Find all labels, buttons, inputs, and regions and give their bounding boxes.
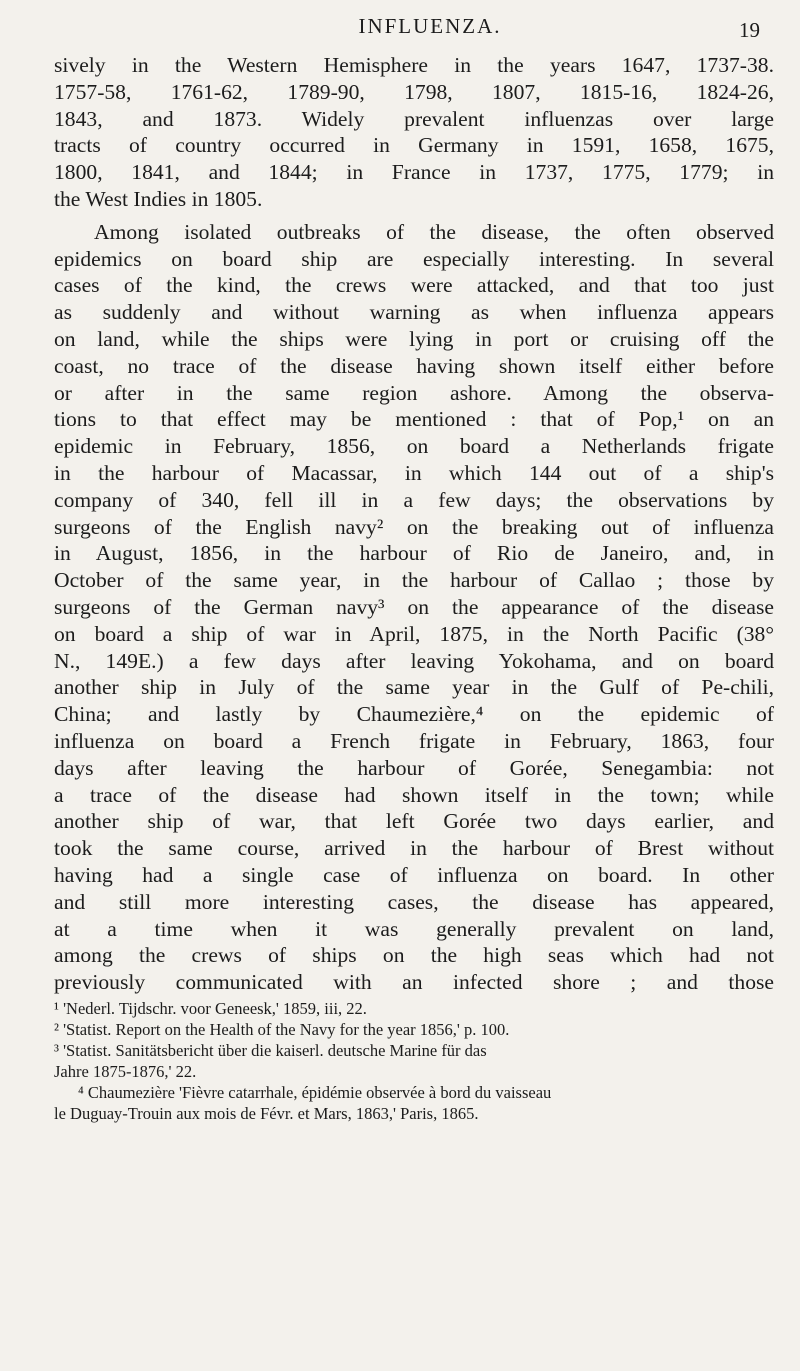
text-line: as suddenly and without warning as when influenza appears (54, 300, 774, 325)
text-line: on board a ship of war in April, 1875, in the North Pacific (38° (54, 621, 774, 646)
page-header (100, 14, 760, 44)
footnote-4-continued: le Duguay-Trouin aux mois de Févr. et Mars, 1863,' Paris, 1865. (54, 1103, 479, 1123)
text-line: on land, while the ships were lying in port or cruising off the (54, 326, 774, 351)
text-line: or after in the same region ashore. Among the observa- (54, 380, 774, 405)
text-line: the West Indies in 1805. (54, 186, 263, 211)
text-line: in the harbour of Macassar, in which 144 out of a ship's (54, 460, 774, 485)
text-line: 1757-58, 1761-62, 1789-90, 1798, 1807, 1815-16, 1824-26, (54, 79, 774, 104)
text-line: 1843, and 1873. Widely prevalent influenzas over large (54, 106, 774, 131)
text-line: tracts of country occurred in Germany in 1591, 1658, 1675, (54, 133, 774, 158)
text-line: tions to that effect may be mentioned : that of Pop,¹ on an (54, 407, 774, 432)
footnote-1: ¹ 'Nederl. Tijdschr. voor Geneesk,' 1859, iii, 22. (54, 998, 367, 1018)
page-number: 19 (739, 18, 760, 42)
text-line: Among isolated outbreaks of the disease, the often observed (94, 219, 774, 244)
text-line: epidemic in February, 1856, on board a Netherlands frigate (54, 434, 774, 459)
body-text (54, 52, 774, 1124)
footnote-3: ³ 'Statist. Sanitätsbericht über die kaiserl. deutsche Marine für das (54, 1040, 487, 1060)
text-line: October of the same year, in the harbour of Callao ; those by (54, 568, 774, 593)
text-line: having had a single case of influenza on board. In other (54, 862, 774, 887)
text-line: in August, 1856, in the harbour of Rio de Janeiro, and, in (54, 541, 774, 566)
text-line: influenza on board a French frigate in February, 1863, four (54, 728, 774, 753)
text-line: days after leaving the harbour of Gorée, Senegambia: not (54, 755, 774, 780)
text-line: coast, no trace of the disease having shown itself either before (54, 353, 774, 378)
text-line: surgeons of the German navy³ on the appearance of the disease (54, 594, 774, 619)
running-head: INFLUENZA. (358, 14, 502, 38)
text-line: China; and lastly by Chaumezière,⁴ on the epidemic of (54, 702, 774, 727)
text-line: previously communicated with an infected shore ; and those (54, 970, 774, 995)
text-line: among the crews of ships on the high seas which had not (54, 943, 774, 968)
text-line: cases of the kind, the crews were attacked, and that too just (54, 273, 774, 298)
footnote-4: ⁴ Chaumezière 'Fièvre catarrhale, épidémie observée à bord du vaisseau (78, 1082, 552, 1102)
text-line: N., 149E.) a few days after leaving Yokohama, and on board (54, 648, 774, 673)
text-line: a trace of the disease had shown itself in the town; while (54, 782, 774, 807)
text-line: and still more interesting cases, the disease has appeared, (54, 889, 774, 914)
text-line: at a time when it was generally prevalent on land, (54, 916, 774, 941)
text-line: took the same course, arrived in the harbour of Brest without (54, 836, 774, 861)
text-line: 1800, 1841, and 1844; in France in 1737, 1775, 1779; in (54, 160, 774, 185)
paragraph-1 (54, 52, 774, 213)
text-line: sively in the Western Hemisphere in the years 1647, 1737-38. (54, 53, 774, 77)
text-line: another ship in July of the same year in the Gulf of Pe-chili, (54, 675, 774, 700)
text-line: epidemics on board ship are especially interesting. In several (54, 246, 774, 271)
text-line: another ship of war, that left Gorée two days earlier, and (54, 809, 774, 834)
text-line: surgeons of the English navy² on the breaking out of influenza (54, 514, 774, 539)
footnotes (54, 998, 774, 1124)
paragraph-2 (54, 219, 774, 996)
footnote-3-continued: Jahre 1875-1876,' 22. (54, 1061, 197, 1081)
footnote-2: ² 'Statist. Report on the Health of the Navy for the year 1856,' p. 100. (54, 1019, 510, 1039)
text-line: company of 340, fell ill in a few days; the observations by (54, 487, 774, 512)
